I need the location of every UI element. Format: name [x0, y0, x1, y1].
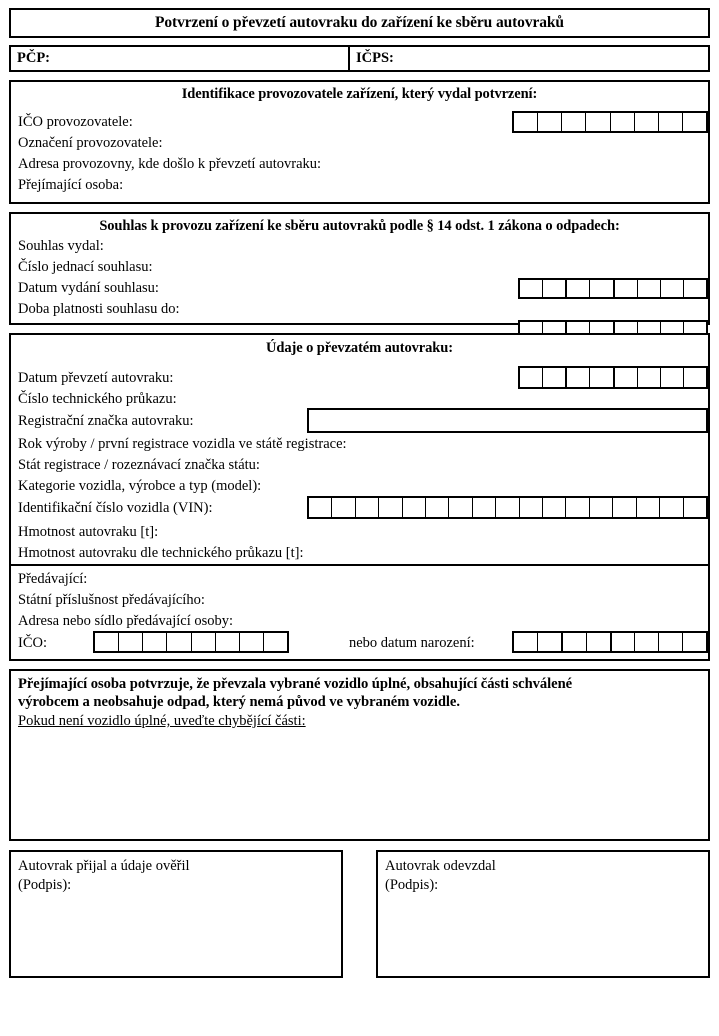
row-adresa-predavajici[interactable]: [11, 611, 708, 632]
ico-provozovatele-grid[interactable]: [512, 111, 708, 133]
label-ico-predavajici: IČO:: [18, 634, 47, 651]
signature-box-receiver[interactable]: [9, 850, 343, 978]
row-adresa-provozovny[interactable]: [11, 154, 708, 175]
label-adresa-provozovny: Adresa provozovny, kde došlo k převzetí autovraku:: [18, 156, 322, 172]
row-registracni-znacka: [11, 410, 708, 432]
row-doba-platnosti: [11, 299, 708, 320]
label-cislo-technickeho-prukazu: Číslo technického průkazu:: [18, 391, 177, 407]
signature-receiver-line2: (Podpis):: [18, 877, 72, 893]
declaration-box: [9, 669, 710, 841]
row-datum-prevzeti: [11, 367, 708, 389]
missing-parts-label: Pokud není vozidlo úplné, uveďte chybějící části:: [18, 713, 306, 729]
row-vin: [11, 497, 708, 519]
label-datum-narozeni: nebo datum narození:: [349, 634, 475, 651]
pcp-field[interactable]: [11, 47, 350, 70]
section-vehicle-heading: Údaje o převzatém autovraku:: [266, 340, 453, 356]
pcp-label: PČP:: [17, 50, 51, 66]
ico-predavajici-grid[interactable]: [93, 631, 289, 653]
label-registracni-znacka: Registrační značka autovraku:: [18, 412, 194, 429]
icps-label: IČPS:: [356, 50, 394, 66]
row-datum-vydani: [11, 278, 708, 299]
row-hmotnost-autovraku[interactable]: [11, 522, 708, 543]
vin-grid[interactable]: [307, 496, 708, 519]
page-title: Potvrzení o převzetí autovraku do zařízení ke sběru autovraků: [155, 14, 564, 31]
row-prejimajici-osoba[interactable]: [11, 175, 708, 196]
label-predavajici: Předávající:: [18, 571, 88, 587]
label-hmotnost-dle-prukazu: Hmotnost autovraku dle technického průkazu [t]:: [18, 545, 304, 561]
form-title-box: [9, 8, 710, 38]
section-consent: [9, 212, 710, 325]
row-cislo-jednaci[interactable]: [11, 257, 708, 278]
row-predavajici[interactable]: [11, 569, 708, 590]
label-vin: Identifikační číslo vozidla (VIN):: [18, 499, 213, 516]
signature-deliverer-line2: (Podpis):: [385, 877, 439, 893]
row-oznaceni-provozovatele[interactable]: [11, 133, 708, 154]
label-ico-provozovatele: IČO provozovatele:: [18, 114, 133, 130]
row-cislo-technickeho-prukazu[interactable]: [11, 389, 708, 410]
section-consent-heading: Souhlas k provozu zařízení ke sběru autovraků podle § 14 odst. 1 zákona o odpadech:: [99, 218, 620, 234]
label-rok-vyroby: Rok výroby / první registrace vozidla ve státě registrace:: [18, 436, 347, 452]
datum-narozeni-grid[interactable]: [512, 631, 708, 653]
datum-vydani-grid[interactable]: [518, 278, 708, 299]
icps-field[interactable]: [350, 47, 708, 70]
section-operator-heading: Identifikace provozovatele zařízení, který vydal potvrzení:: [181, 86, 538, 102]
section-vehicle: [9, 333, 710, 661]
row-kategorie-vozidla[interactable]: [11, 476, 708, 497]
handover-divider: [11, 564, 708, 566]
label-stat-registrace: Stát registrace / rozeznávací značka státu:: [18, 457, 260, 473]
reference-numbers-row: [9, 45, 710, 72]
datum-prevzeti-grid[interactable]: [518, 366, 708, 389]
label-statni-prislusnost: Státní příslušnost předávajícího:: [18, 592, 205, 608]
label-souhlas-vydal: Souhlas vydal:: [18, 238, 104, 254]
declaration-statement-line2: výrobcem a neobsahuje odpad, který nemá původ ve vybraném vozidle.: [18, 693, 460, 710]
label-prejimajici-osoba: Přejímající osoba:: [18, 177, 124, 193]
label-doba-platnosti: Doba platnosti souhlasu do:: [18, 301, 180, 317]
label-kategorie-vozidla: Kategorie vozidla, výrobce a typ (model):: [18, 478, 262, 494]
label-cislo-jednaci: Číslo jednací souhlasu:: [18, 259, 153, 275]
label-datum-vydani: Datum vydání souhlasu:: [18, 280, 159, 296]
row-souhlas-vydal[interactable]: [11, 236, 708, 257]
label-datum-prevzeti: Datum převzetí autovraku:: [18, 369, 174, 386]
row-ico-datum-narozeni: [11, 632, 708, 654]
signature-box-deliverer[interactable]: [376, 850, 710, 978]
signature-receiver-line1: Autovrak přijal a údaje ověřil: [18, 858, 190, 874]
row-hmotnost-dle-prukazu[interactable]: [11, 543, 708, 564]
registracni-znacka-input[interactable]: [307, 408, 708, 433]
label-hmotnost-autovraku: Hmotnost autovraku [t]:: [18, 524, 159, 540]
row-stat-registrace[interactable]: [11, 455, 708, 476]
section-operator: [9, 80, 710, 204]
declaration-statement-line1: Přejímající osoba potvrzuje, že převzala vybrané vozidlo úplné, obsahující části schválené: [18, 676, 573, 692]
row-ico-provozovatele: [11, 112, 708, 133]
label-oznaceni-provozovatele: Označení provozovatele:: [18, 135, 163, 151]
row-rok-vyroby[interactable]: [11, 434, 708, 455]
signature-row: [9, 850, 710, 978]
signature-deliverer-line1: Autovrak odevzdal: [385, 858, 496, 874]
label-adresa-predavajici: Adresa nebo sídlo předávající osoby:: [18, 613, 234, 629]
row-statni-prislusnost[interactable]: [11, 590, 708, 611]
